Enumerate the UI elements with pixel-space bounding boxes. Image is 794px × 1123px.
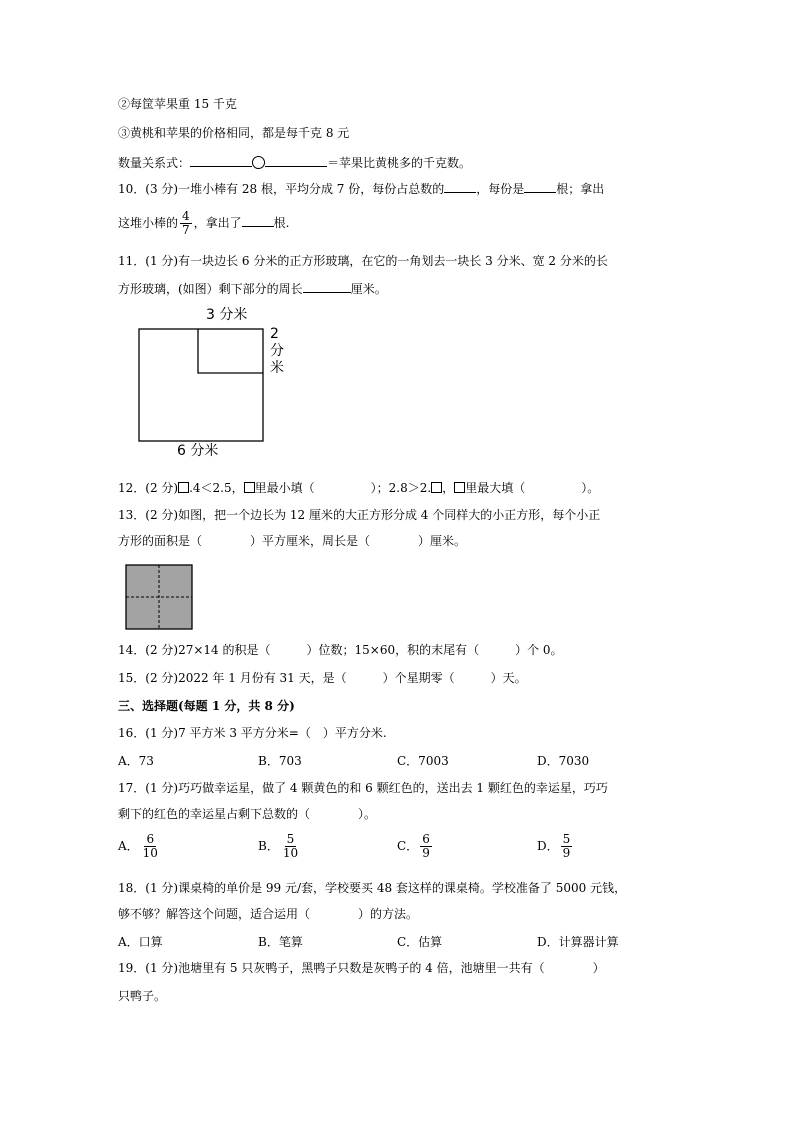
q11-big-square — [139, 329, 263, 441]
q16-option-d[interactable]: D．7030 — [537, 754, 590, 768]
q15-line: 15．(2 分)2022 年 1 月份有 31 天，是（ ）个星期零（ ）天。 — [118, 671, 527, 685]
q17-option-c-fraction — [420, 833, 432, 860]
section-3-title: 三、选择题(每题 1 分，共 8 分) — [118, 699, 295, 713]
q10-fraction — [180, 210, 192, 237]
q12-box-1[interactable] — [178, 482, 189, 493]
q10-line-1 — [118, 180, 604, 197]
q10-text-f: 根. — [273, 216, 290, 230]
q17-option-a-fraction — [141, 833, 160, 860]
q17-option-b-numerator: 5 — [286, 832, 295, 846]
q17-option-b-denominator: 10 — [282, 846, 299, 860]
q18-option-a[interactable]: A．口算 — [118, 935, 163, 949]
q17-option-d[interactable] — [537, 833, 574, 860]
q17-option-b-letter: B． — [258, 839, 279, 853]
q12-text-e: ， — [442, 481, 455, 495]
q9-relation — [118, 154, 471, 171]
q9-relation-suffix: ＝苹果比黄桃多的千克数。 — [327, 156, 472, 170]
q17-option-a-letter: A． — [118, 839, 139, 853]
q11-text-a: 方形玻璃，(如图）剩下部分的周长 — [118, 282, 303, 296]
q9-condition-3: ③黄桃和苹果的价格相同，都是每千克 8 元 — [118, 126, 350, 140]
q13-line-1: 13．(2 分)如图，把一个边长为 12 厘米的大正方形分成 4 个同样大的小正方形，每个小正 — [118, 508, 601, 522]
q10-blank-2[interactable] — [524, 180, 556, 193]
q17-option-c[interactable] — [397, 833, 434, 860]
q12-line — [118, 480, 599, 496]
q10-text-a: 10．(3 分)一堆小棒有 28 根，平均分成 7 份，每份占总数的 — [118, 182, 445, 196]
q17-option-c-denominator: 9 — [422, 846, 430, 860]
q17-line-1: 17．(1 分)巧巧做幸运星，做了 4 颗黄色的和 6 颗红色的，送出去 1 颗红色的幸运星，巧巧 — [118, 781, 608, 795]
q16-option-b[interactable]: B．703 — [258, 754, 302, 768]
q10-blank-1[interactable] — [444, 180, 476, 193]
q12-text-g: ）。 — [581, 481, 600, 495]
q17-option-a-numerator: 6 — [146, 832, 155, 846]
q17-option-d-numerator: 5 — [562, 832, 571, 846]
q14-line: 14．(2 分)27×14 的积是（ ）位数；15×60，积的末尾有（ ）个 0。 — [118, 643, 563, 657]
q10-line-2 — [118, 210, 290, 237]
q10-fraction-denominator: 7 — [182, 223, 190, 237]
q9-blank-1[interactable] — [190, 154, 252, 167]
q12-box-4 — [454, 482, 465, 493]
q17-option-d-denominator: 9 — [562, 846, 571, 860]
q12-text-f: 里最大填（ — [465, 481, 526, 495]
q9-blank-2[interactable] — [265, 154, 327, 167]
q11-label-right-2: 分 — [270, 343, 284, 359]
q16-stem: 16．(1 分)7 平方米 3 平方分米=（ ）平方分米. — [118, 726, 387, 740]
q10-text-d: 这堆小棒的 — [118, 216, 179, 230]
q11-line-2 — [118, 280, 387, 297]
q11-line-1: 11．(1 分)有一块边长 6 分米的正方形玻璃，在它的一角划去一块长 3 分米、宽 2 分米的长 — [118, 254, 608, 268]
q19-line-2: 只鸭子。 — [118, 989, 167, 1003]
q11-label-right-1: 2 — [270, 326, 279, 342]
q9-condition-2: ②每筐苹果重 15 千克 — [118, 97, 237, 111]
q12-box-3[interactable] — [431, 482, 442, 493]
q16-option-c[interactable]: C．7003 — [397, 754, 449, 768]
q13-figure — [124, 563, 194, 631]
q11-text-b: 厘米。 — [350, 282, 387, 296]
q9-operator-circle[interactable] — [252, 156, 265, 169]
q11-cut-rectangle — [198, 329, 263, 373]
q17-option-c-numerator: 6 — [422, 832, 430, 846]
q10-text-c: 根；拿出 — [556, 182, 605, 196]
q17-option-b[interactable] — [258, 833, 302, 860]
q17-option-d-letter: D． — [537, 839, 559, 853]
q10-fraction-numerator: 4 — [182, 209, 190, 223]
q13-line-2: 方形的面积是（ ）平方厘米，周长是（ ）厘米。 — [118, 534, 467, 548]
q10-blank-3[interactable] — [242, 214, 274, 227]
q17-option-c-letter: C． — [397, 839, 419, 853]
q17-option-a[interactable] — [118, 833, 162, 860]
q12-text-c: 里最小填（ — [254, 481, 315, 495]
q12-text-a: 12．(2 分) — [118, 481, 179, 495]
q17-line-2: 剩下的红色的幸运星占剩下总数的（ ）。 — [118, 807, 377, 821]
q18-line-2: 够不够？解答这个问题，适合运用（ ）的方法。 — [118, 907, 419, 921]
q11-label-bottom: 6 分米 — [177, 443, 219, 459]
q17-option-b-fraction — [281, 833, 300, 860]
q10-text-b: ，每份是 — [476, 182, 525, 196]
q17-option-d-fraction — [561, 833, 573, 860]
q10-text-e: ，拿出了 — [193, 216, 242, 230]
q11-label-right — [270, 326, 284, 377]
q18-option-d[interactable]: D．计算器计算 — [537, 935, 619, 949]
q11-label-right-3: 米 — [270, 360, 284, 376]
q12-box-2 — [244, 482, 255, 493]
q11-blank[interactable] — [303, 280, 351, 293]
q11-label-top: 3 分米 — [206, 307, 248, 323]
q18-line-1: 18．(1 分)课桌椅的单价是 99 元/套，学校要买 48 套这样的课桌椅。学校准备了 5000 元钱， — [118, 881, 627, 895]
q9-relation-prefix: 数量关系式： — [118, 156, 191, 170]
q18-option-c[interactable]: C．估算 — [397, 935, 443, 949]
q11-figure — [136, 326, 266, 444]
q16-option-a[interactable]: A．73 — [118, 754, 154, 768]
q18-option-b[interactable]: B．笔算 — [258, 935, 303, 949]
q12-text-b: .4＜2.5， — [189, 481, 244, 495]
q19-line-1: 19．(1 分)池塘里有 5 只灰鸭子，黑鸭子只数是灰鸭子的 4 倍，池塘里一共有（ ） — [118, 961, 605, 975]
q17-option-a-denominator: 10 — [142, 846, 158, 860]
q12-text-d: ）；2.8＞2. — [370, 481, 432, 495]
